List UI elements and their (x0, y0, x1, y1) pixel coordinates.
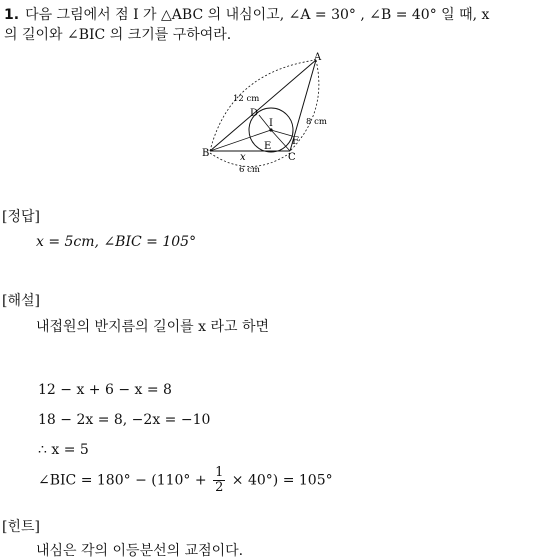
hint-text: 내심은 각의 이등분선의 교점이다. (36, 543, 244, 559)
label-x: x (240, 152, 246, 163)
label-e: E (264, 141, 272, 152)
label-c: C (288, 152, 296, 163)
equation-2: 18 − 2x = 8, −2x = −10 (38, 412, 211, 428)
fraction-numerator: 1 (215, 465, 224, 480)
label-f: F (292, 136, 299, 147)
label-d: D (250, 108, 259, 119)
bisector-c (271, 130, 290, 151)
label-i: I (269, 118, 273, 129)
equation-final-suffix: × 40°) = 105° (231, 472, 333, 489)
bisector-b (210, 130, 271, 151)
problem-line-1 (4, 4, 489, 24)
label-ac-length: 8 cm (306, 117, 327, 127)
equation-1: 12 − x + 6 − x = 8 (38, 382, 172, 398)
triangle-figure (200, 52, 340, 180)
equation-final (38, 466, 333, 495)
problem-line-2: 의 길이와 ∠BIC 의 크기를 구하여라. (4, 27, 232, 43)
label-b: B (202, 148, 210, 159)
explanation-heading: [해설] (2, 293, 40, 309)
hint-heading: [힌트] (2, 519, 40, 535)
equation-3: ∴ x = 5 (38, 442, 89, 458)
half-fraction (213, 466, 225, 495)
fraction-denominator: 2 (215, 480, 224, 495)
label-ab-length: 12 cm (233, 94, 260, 104)
problem-text-1: 다음 그림에서 점 I 가 △ABC 의 내심이고, ∠A = 30° , ∠B = 40° 일 때, x (25, 7, 490, 23)
answer-heading: [정답] (2, 209, 40, 225)
answer-text: x = 5cm, ∠BIC = 105° (36, 234, 197, 250)
explanation-intro: 내접원의 반지름의 길이를 x 라고 하면 (36, 319, 270, 335)
problem-number: 1. (4, 7, 20, 23)
label-a: A (314, 52, 322, 63)
equation-final-prefix: ∠BIC = 180° − (110° + (38, 472, 207, 489)
side-ab (210, 60, 316, 151)
label-bc-length: 6 cm (239, 165, 260, 175)
